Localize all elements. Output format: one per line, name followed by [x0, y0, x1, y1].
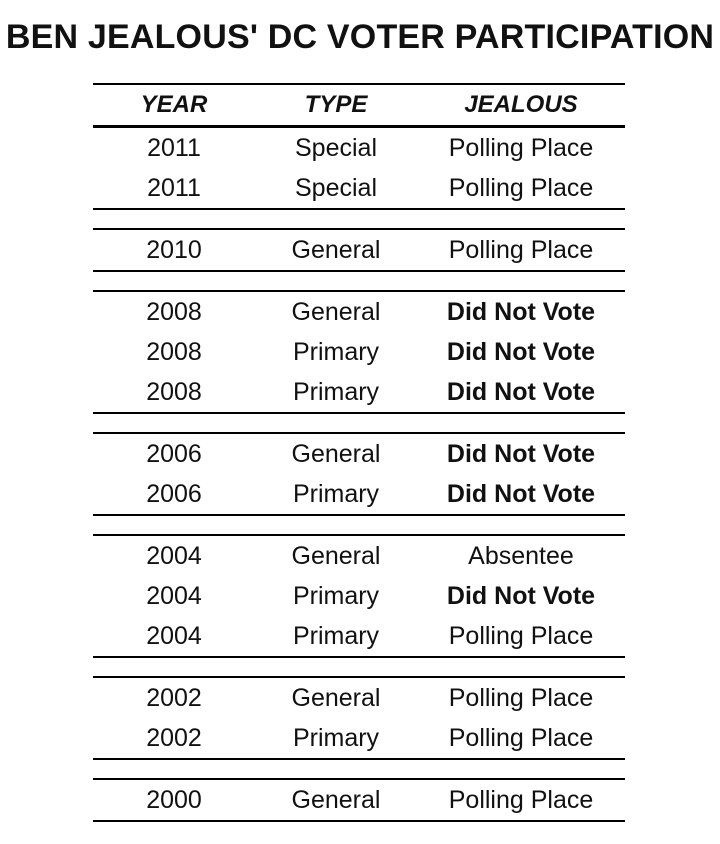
cell-year: 2004 — [146, 541, 202, 570]
group-spacer — [93, 272, 625, 290]
cell-type: Primary — [292, 377, 380, 406]
cell-jealous: Polling Place — [448, 723, 594, 752]
cell-year: 2000 — [146, 785, 202, 814]
cell-type: Primary — [292, 581, 380, 610]
cell-year: 2010 — [146, 235, 202, 264]
cell-type: Primary — [292, 479, 380, 508]
cell-jealous: Polling Place — [448, 683, 594, 712]
cell-type: General — [291, 785, 381, 814]
cell-type: Primary — [292, 337, 380, 366]
table-row — [93, 230, 625, 270]
cell-type: General — [291, 297, 381, 326]
table-row — [93, 616, 625, 656]
cell-type: General — [291, 439, 381, 468]
cell-type: Primary — [292, 621, 380, 650]
cell-jealous: Polling Place — [448, 173, 594, 202]
cell-year: 2002 — [146, 683, 202, 712]
table-row — [93, 168, 625, 208]
cell-year: 2008 — [146, 337, 202, 366]
voter-participation-table — [93, 83, 625, 822]
cell-jealous: Did Not Vote — [446, 377, 596, 406]
cell-jealous: Did Not Vote — [446, 297, 596, 326]
table-row — [93, 678, 625, 718]
cell-type: Special — [295, 173, 377, 202]
table-row — [93, 434, 625, 474]
cell-type: General — [291, 235, 381, 264]
table-row — [93, 474, 625, 514]
group-spacer — [93, 414, 625, 432]
table-header-row — [93, 85, 625, 125]
page-title: BEN JEALOUS' DC VOTER PARTICIPATION — [5, 18, 715, 56]
cell-year: 2006 — [146, 439, 202, 468]
group-bottom-rule — [93, 820, 625, 822]
cell-type: General — [291, 683, 381, 712]
cell-jealous: Absentee — [468, 541, 574, 570]
table-row — [93, 332, 625, 372]
cell-year: 2004 — [146, 621, 202, 650]
cell-year: 2008 — [146, 297, 202, 326]
table-row — [93, 536, 625, 576]
cell-year: 2008 — [146, 377, 202, 406]
table-row — [93, 780, 625, 820]
table-body — [93, 128, 625, 822]
group-spacer — [93, 658, 625, 676]
cell-year: 2011 — [147, 173, 201, 202]
cell-jealous: Polling Place — [448, 785, 594, 814]
cell-year: 2002 — [146, 723, 202, 752]
cell-jealous: Did Not Vote — [446, 581, 596, 610]
header-type: TYPE — [304, 91, 368, 118]
cell-year: 2006 — [146, 479, 202, 508]
cell-year: 2011 — [147, 133, 201, 162]
header-year: YEAR — [140, 91, 208, 118]
group-spacer — [93, 760, 625, 778]
cell-jealous: Polling Place — [448, 621, 594, 650]
cell-type: Primary — [292, 723, 380, 752]
group-spacer — [93, 210, 625, 228]
table-row — [93, 372, 625, 412]
table-row — [93, 292, 625, 332]
cell-type: General — [291, 541, 381, 570]
cell-jealous: Did Not Vote — [446, 439, 596, 468]
cell-jealous: Polling Place — [448, 235, 594, 264]
cell-jealous: Did Not Vote — [446, 479, 596, 508]
table-row — [93, 128, 625, 168]
header-jealous: JEALOUS — [464, 91, 578, 118]
cell-year: 2004 — [146, 581, 202, 610]
cell-jealous: Polling Place — [448, 133, 594, 162]
table-row — [93, 718, 625, 758]
cell-jealous: Did Not Vote — [446, 337, 596, 366]
cell-type: Special — [295, 133, 377, 162]
group-spacer — [93, 516, 625, 534]
table-row — [93, 576, 625, 616]
